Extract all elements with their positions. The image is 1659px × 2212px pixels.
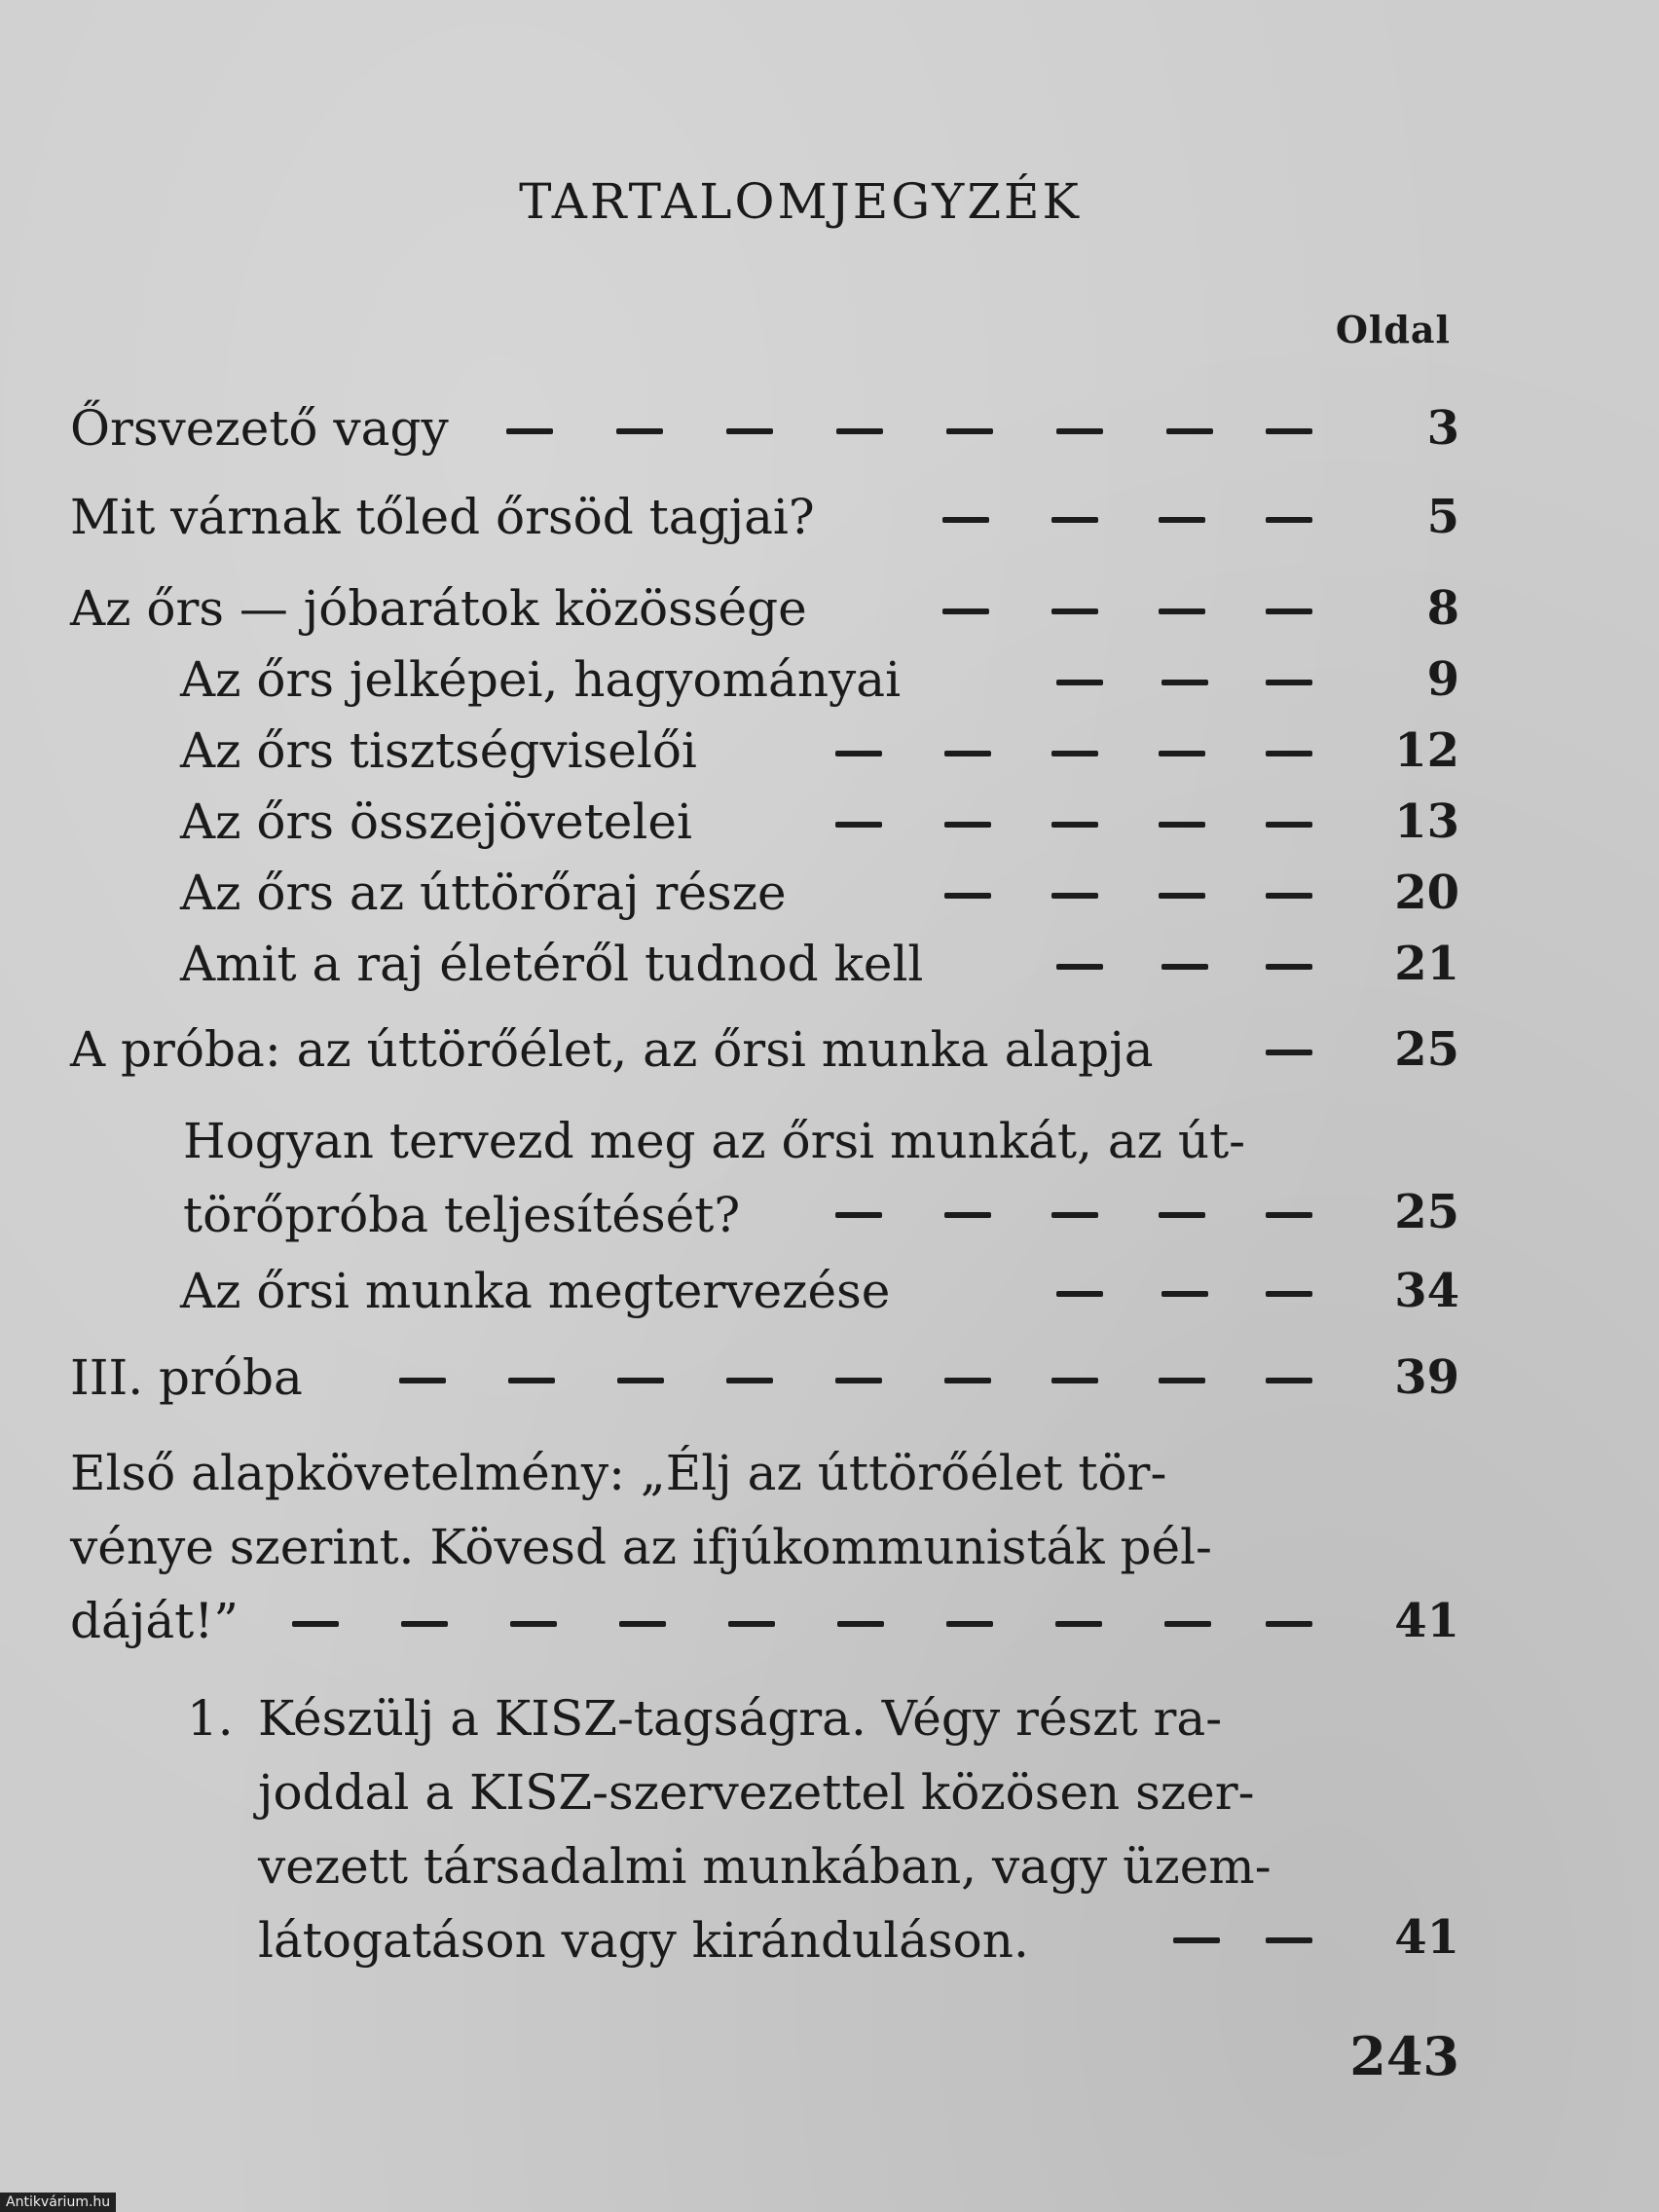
toc-heading: TARTALOMJEGYZÉK (519, 173, 1082, 230)
toc-entry-page: 9 (1426, 652, 1459, 707)
leader-dash (510, 1621, 557, 1627)
toc-entry-number: 1. (187, 1690, 234, 1747)
toc-entry-page: 20 (1394, 866, 1459, 920)
toc-entry (0, 483, 1659, 561)
toc-entry-page: 25 (1394, 1185, 1459, 1239)
page-column-label: Oldal (1335, 308, 1451, 351)
toc-entry (0, 1015, 1659, 1093)
toc-entry-page: 34 (1394, 1264, 1459, 1318)
toc-entry-line: dáját!” (70, 1593, 239, 1649)
leader-dash (1159, 1378, 1205, 1383)
toc-entry-title: Az őrs jelképei, hagyományai (180, 651, 902, 708)
toc-entry (0, 1344, 1659, 1421)
toc-entry (0, 930, 1659, 1008)
toc-entry-title: Az őrs összejövetelei (180, 793, 692, 850)
toc-entry-title: III. próba (70, 1349, 303, 1406)
leader-dash (1266, 1621, 1312, 1627)
leader-dash (1266, 428, 1312, 434)
leader-dash (1161, 1291, 1208, 1297)
leader-dash (1051, 608, 1098, 614)
leader-dash (1056, 964, 1103, 970)
leader-dash (401, 1621, 448, 1627)
toc-entry-line: vezett társadalmi munkában, vagy üzem- (258, 1838, 1272, 1895)
leader-dash (1266, 1291, 1312, 1297)
leader-dash (1266, 680, 1312, 685)
leader-dash (1266, 751, 1312, 756)
leader-dash (1051, 893, 1098, 899)
toc-entry (0, 788, 1659, 866)
leader-dash (1056, 1291, 1103, 1297)
leader-dash (835, 1212, 882, 1218)
leader-dash (1159, 893, 1205, 899)
leader-dash (1161, 964, 1208, 970)
leader-dash (836, 428, 883, 434)
leader-dash (726, 428, 773, 434)
leader-dash (399, 1378, 446, 1383)
leader-dash (1266, 893, 1312, 899)
leader-dash (1051, 1212, 1098, 1218)
leader-dash (508, 1378, 555, 1383)
toc-entry-page: 8 (1426, 581, 1459, 636)
leader-dash (1266, 1378, 1312, 1383)
leader-dash (1173, 1937, 1220, 1943)
toc-entry-page: 3 (1426, 401, 1459, 456)
leader-dash (726, 1378, 773, 1383)
toc-entry-page: 41 (1394, 1910, 1459, 1965)
page-number: 243 (1349, 2025, 1459, 2087)
leader-dash (728, 1621, 775, 1627)
toc-entry-title: Az őrsi munka megtervezése (180, 1263, 891, 1319)
toc-entry-title: Az őrs — jóbarátok közössége (70, 580, 807, 637)
leader-dash (835, 1378, 882, 1383)
leader-dash (1266, 1937, 1312, 1943)
leader-dash (1266, 608, 1312, 614)
toc-entry-line: látogatáson vagy kiránduláson. (258, 1912, 1029, 1969)
toc-entry-line: Készülj a KISZ-tagságra. Végy részt ra- (258, 1690, 1223, 1747)
toc-entry-page: 41 (1394, 1594, 1459, 1648)
toc-entry (0, 1587, 1659, 1665)
toc-entry-page: 21 (1394, 937, 1459, 991)
toc-entry-title: Őrsvezető vagy (70, 400, 449, 457)
leader-dash (1051, 517, 1098, 523)
leader-dash (619, 1621, 666, 1627)
leader-dash (1266, 517, 1312, 523)
toc-entry (0, 574, 1659, 652)
toc-entry-title: Mit várnak tőled őrsöd tagjai? (70, 489, 815, 545)
leader-dash (617, 1378, 664, 1383)
toc-entry-line: joddal a KISZ-szervezettel közösen szer- (258, 1764, 1255, 1821)
leader-dash (837, 1621, 884, 1627)
leader-dash (944, 822, 991, 828)
leader-dash (946, 1621, 993, 1627)
toc-entry (0, 394, 1659, 472)
leader-dash (616, 428, 663, 434)
leader-dash (835, 751, 882, 756)
watermark: Antikvárium.hu (0, 2193, 116, 2212)
leader-dash (1161, 680, 1208, 685)
toc-entry-page: 12 (1394, 723, 1459, 778)
leader-dash (1159, 608, 1205, 614)
leader-dash (292, 1621, 339, 1627)
leader-dash (1266, 1050, 1312, 1055)
toc-entry (0, 1178, 1659, 1256)
leader-dash (1056, 680, 1103, 685)
toc-entry-page: 5 (1426, 490, 1459, 544)
leader-dash (1056, 428, 1103, 434)
toc-entry-page: 13 (1394, 794, 1459, 849)
leader-dash (835, 822, 882, 828)
leader-dash (1051, 751, 1098, 756)
leader-dash (944, 1378, 991, 1383)
toc-entry-page: 39 (1394, 1350, 1459, 1405)
leader-dash (1159, 517, 1205, 523)
leader-dash (942, 517, 989, 523)
toc-entry-title: Az őrs tisztségviselői (180, 722, 697, 779)
leader-dash (1166, 428, 1213, 434)
toc-entry (0, 1257, 1659, 1335)
leader-dash (506, 428, 553, 434)
toc-entry-title: Az őrs az úttörőraj része (180, 865, 787, 921)
leader-dash (1266, 1212, 1312, 1218)
toc-entry-line: Hogyan tervezd meg az őrsi munkát, az út- (183, 1113, 1246, 1169)
toc-entry-line: törőpróba teljesítését? (183, 1187, 741, 1243)
toc-entry-line: vénye szerint. Kövesd az ifjúkommunisták pél- (70, 1519, 1212, 1575)
toc-entry-page: 25 (1394, 1022, 1459, 1077)
toc-entry-title: A próba: az úttörőélet, az őrsi munka alapja (70, 1021, 1154, 1078)
leader-dash (944, 1212, 991, 1218)
leader-dash (944, 893, 991, 899)
leader-dash (1051, 1378, 1098, 1383)
leader-dash (946, 428, 993, 434)
leader-dash (942, 608, 989, 614)
toc-entry (0, 859, 1659, 937)
leader-dash (1164, 1621, 1211, 1627)
leader-dash (1159, 1212, 1205, 1218)
leader-dash (1266, 964, 1312, 970)
toc-entry-title: Amit a raj életéről tudnod kell (180, 936, 924, 992)
toc-entry (0, 645, 1659, 723)
toc-entry-line: Első alapkövetelmény: „Élj az úttörőélet tör- (70, 1445, 1167, 1501)
leader-dash (1055, 1621, 1102, 1627)
leader-dash (1266, 822, 1312, 828)
leader-dash (1159, 751, 1205, 756)
leader-dash (944, 751, 991, 756)
leader-dash (1051, 822, 1098, 828)
toc-entry (0, 717, 1659, 794)
toc-entry (0, 1903, 1659, 1981)
leader-dash (1159, 822, 1205, 828)
